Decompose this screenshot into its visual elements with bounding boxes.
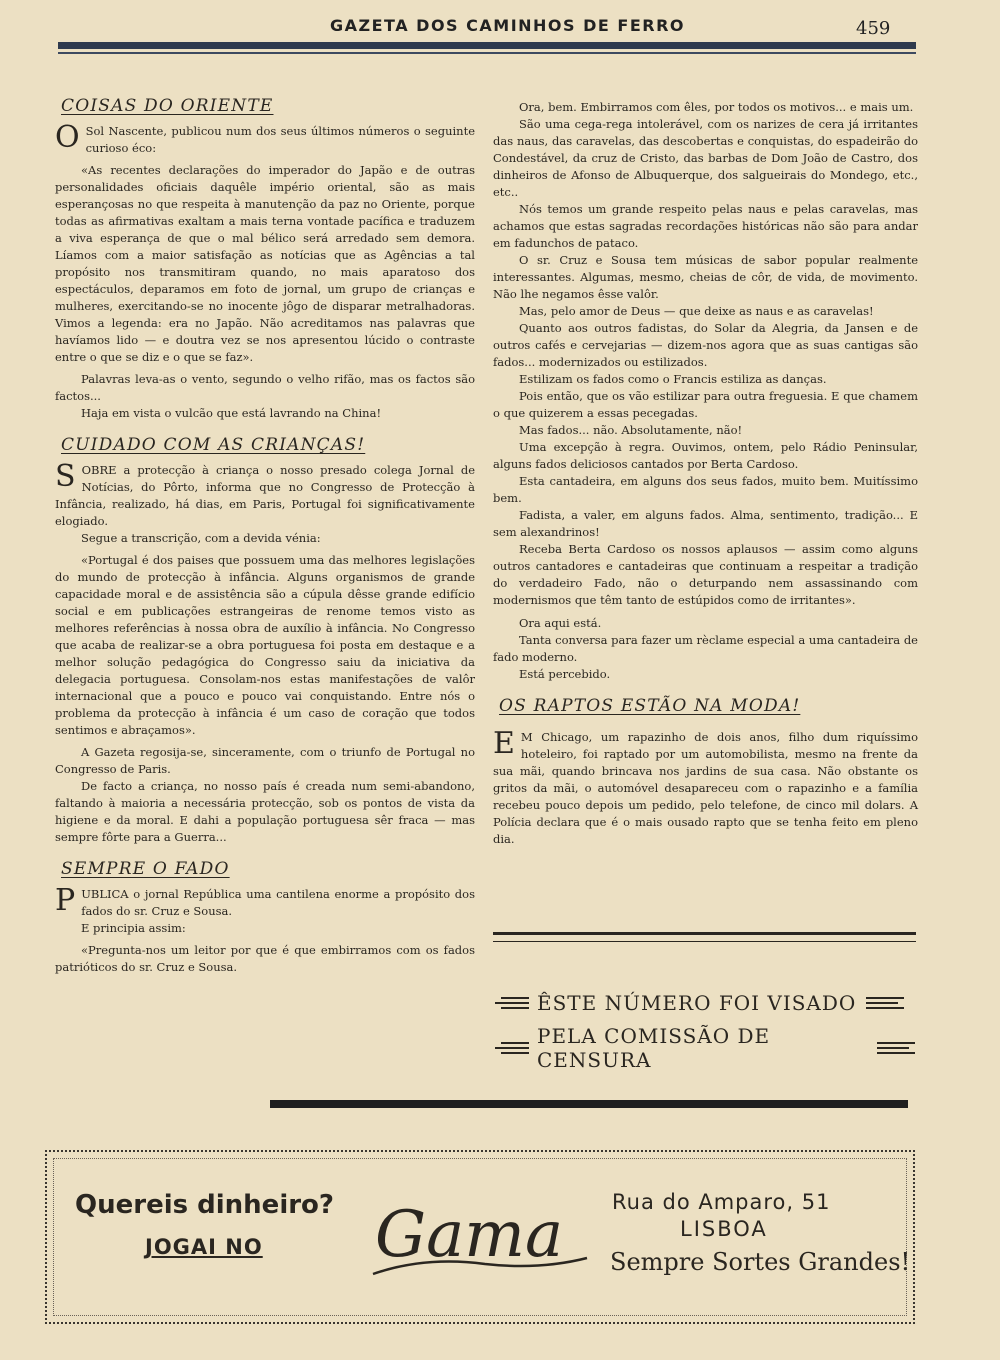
article-intro: O Sol Nascente, publicou num dos seus últimos números o seguinte curioso éco: [55,120,475,155]
article-sempre-o-fado [55,858,475,976]
ornament-bars [495,1042,529,1054]
paragraph: O sr. Cruz e Sousa tem músicas de sabor popular realmente interessantes. Algumas, mesmo, cheias de côr, de vida, de movimento. Não lhe negamos êsse valôr. [493,253,918,301]
ad-headline: Quereis dinheiro? [75,1190,334,1220]
article-heading: COISAS DO ORIENTE [61,96,274,116]
paragraph: A Gazeta regosija-se, sinceramente, com o triunfo de Portugal no Congresso de Paris. [55,745,475,776]
article-coisas-do-oriente [55,95,475,422]
article-quote: «Portugal é dos paises que possuem uma das melhores legislações do mundo de protecção à infância. Alguns organismos de grande capacidade moral e de assistência são a cúpula dêsse grande edifício social e em publicações estrangeiras de renome temos visto as melhores referências à nossa obra de auxílio à infância. No Congresso que acaba de realizar-se a obra portuguesa foi posta em destaque e a melhor solução pedagógica do Congresso saiu da iniciativa da delegacia portuguesa. Consolam-nos estas manifestações de valôr internacional que a pouco e pouco vai conquistando. Entre nós o problema da protecção à infância é um caso de coração que todos sentimos e abraçamos». [55,553,475,737]
header-rule-thick [58,42,916,49]
section-divider-bar [270,1100,908,1108]
paragraph: Uma excepção à regra. Ouvimos, ontem, pelo Rádio Peninsular, alguns fados deliciosos cantados por Berta Cardoso. [493,440,918,471]
ad-address-city: LISBOA [680,1217,768,1241]
right-column [493,99,918,848]
article-cuidado-com-as-criancas [55,434,475,846]
paragraph: Nós temos um grande respeito pelas naus e pelas caravelas, mas achamos que estas sagradas recordações históricas não são para andar em fadunchos de pataco. [493,202,918,250]
article-heading: OS RAPTOS ESTÃO NA MODA! [499,696,801,716]
paragraph: Tanta conversa para fazer um rèclame especial a uma cantadeira de fado moderno. [493,633,918,664]
ornament-bars [866,997,904,1009]
censor-notice-line-1: ÊSTE NÚMERO FOI VISADO [495,988,915,1018]
ad-slogan: Sempre Sortes Grandes! [610,1248,911,1276]
article-heading: SEMPRE O FADO [61,859,230,879]
publication-title: GAZETA DOS CAMINHOS DE FERRO [330,16,686,35]
article-intro: SOBRE a protecção à criança o nosso presado colega Jornal de Notícias, do Pôrto, informa que no Congresso de Protecção à Infância, realizado, há dias, em Paris, Portugal foi significativamente elogiado. [55,459,475,528]
logo-text: Gama [375,1198,564,1272]
ad-address-street: Rua do Amparo, 51 [612,1190,831,1214]
drop-cap: O [55,120,80,155]
article-quote: «As recentes declarações do imperador do Japão e de outras personalidades oficiais daquêle império oriental, são as mais esperançosas no que respeita à manutenção da paz no Oriente, porque todas as afirmativas exaltam a mais terna vontade pacífica e traduzem a viva esperança de que o mal bélico será arredado sem demora. Líamos com a maior satisfação as notícias que as Agências a tal propósito nos transmitiram quando, no mais aparatoso dos espectáculos, deparamos em foto de jornal, um grupo de crianças e mulheres, exercitando-se no inocente jôgo de disparar metralhadoras. Vimos a legenda: era no Japão. Não acreditamos nas palavras que havíamos lido — e doutra vez se nos apresentou lúcido o contraste entre o que se diz e o que se faz». [55,163,475,364]
left-column [55,95,475,981]
page-header [0,0,1000,60]
paragraph: Haja em vista o vulcão que está lavrando na China! [81,406,382,420]
page-number: 459 [856,18,891,39]
paragraph: Esta cantadeira, em alguns dos seus fados, muito bem. Muitíssimo bem. [493,474,918,505]
paragraph: Ora, bem. Embirramos com êles, por todos os motivos... e mais um. [519,100,914,114]
paragraph: Mas fados... não. Absolutamente, não! [519,423,743,437]
divider-rule [493,941,916,942]
paragraph: Palavras leva-as o vento, segundo o velho rifão, mas os factos são factos... [55,372,475,403]
paragraph: Está percebido. [519,667,611,681]
paragraph: E principia assim: [81,921,186,935]
article-intro: E M Chicago, um rapazinho de dois anos, filho dum riquíssimo hoteleiro, foi raptado por um automobilista, mesmo na frente da sua mãi, quando brincava nos jardins de sua casa. Não obstante os gritos da mãi, o automóvel desapareceu com o rapazinho e a família recebeu pouco depois um pedido, pelo telefone, de cinco mil dolars. A Polícia declara que é o mais ousado rapto que se tenha feito em pleno dia. [493,726,918,846]
paragraph: Segue a transcrição, com a devida vénia: [81,531,321,545]
paragraph: São uma cega-rega intolerável, com os narizes de cera já irritantes das naus, das caravelas, das descobertas e conquistas, do espadeirão do Condestável, da cruz de Cristo, das barbas de Dom João de Castro, dos dinheiros de Afonso de Albuquerque, dos salgueirais do Mondego, etc., etc.. [493,117,918,199]
drop-cap: P [55,883,76,918]
paragraph: Ora aqui está. [519,616,602,630]
paragraph: Mas, pelo amor de Deus — que deixe as naus e as caravelas! [519,304,874,318]
article-heading: CUIDADO COM AS CRIANÇAS! [61,435,366,455]
drop-cap: S [55,459,76,494]
paragraph: Pois então, que os vão estilizar para outra freguesia. E que chamem o que quizerem a essas pecegadas. [493,389,918,420]
paragraph: Quanto aos outros fadistas, do Solar da Alegria, da Jansen e de outros cafés e cervejarias — dizem-nos agora que as suas cantigas são fados... modernizados ou estilizados. [493,321,918,369]
paragraph: De facto a criança, no nosso país é creada num semi-abandono, faltando à maioria a necessária protecção, sob os pontos de vista da higiene e da moral. E dahi a população portuguesa sêr fraca — mas sempre fôrte para a Guerra... [55,779,475,844]
paragraph: Receba Berta Cardoso os nossos aplausos — assim como alguns outros cantadores e cantadeiras que continuam a respeitar a tradição do verdadeiro Fado, não o deturpando nem assassinando com modernismos que têm tanto de estúpidos como de irritantes». [493,542,918,607]
article-intro: PUBLICA o jornal República uma cantilena enorme a propósito dos fados do sr. Cruz e Sousa. [55,883,475,918]
censor-notice-line-2: PELA COMISSÃO DE CENSURA [495,1033,915,1063]
ornament-bars [495,997,529,1009]
divider-rule [493,932,916,935]
article-quote: «Pregunta-nos um leitor por que é que embirramos com os fados patrióticos do sr. Cruz e Sousa. [55,943,475,974]
drop-cap: E [493,726,515,761]
paragraph: Estilizam os fados como o Francis estiliza as danças. [519,372,827,386]
header-rule-thin [58,52,916,54]
ornament-bars [877,1042,915,1054]
article-os-raptos [493,695,918,848]
gama-logo [365,1190,595,1280]
article-continuation [493,99,918,683]
ad-subheadline: JOGAI NO [145,1235,263,1259]
paragraph: Fadista, a valer, em alguns fados. Alma, sentimento, tradição... E sem alexandrinos! [493,508,918,539]
